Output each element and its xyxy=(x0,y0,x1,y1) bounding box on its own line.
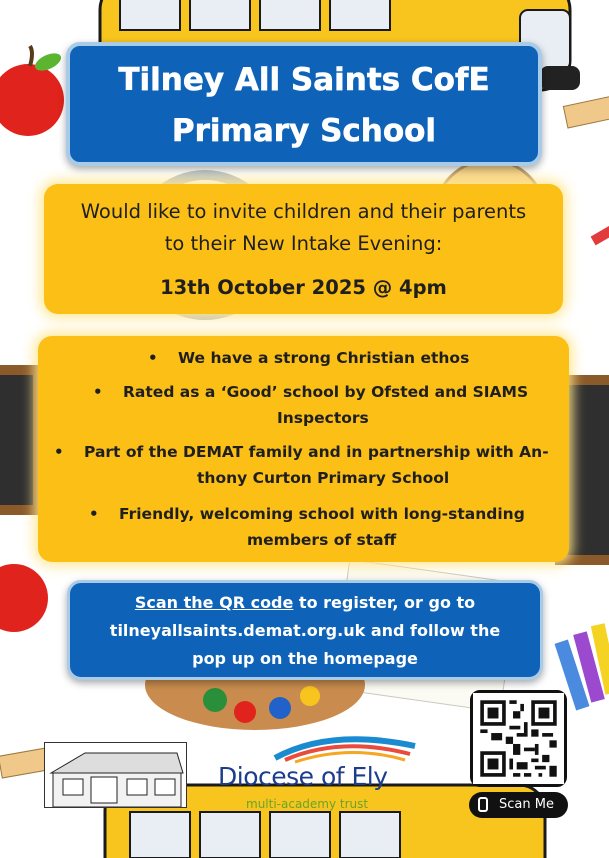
scan-me-label: Scan Me xyxy=(499,797,554,812)
phone-icon xyxy=(478,797,488,812)
scan-me-button[interactable] xyxy=(469,792,568,818)
highlights-panel xyxy=(38,336,569,562)
bullet: • xyxy=(148,349,158,367)
crayon-illustration xyxy=(591,222,609,246)
register-line1-rest: to register, or go to xyxy=(293,593,476,612)
ruler-illustration xyxy=(563,94,609,128)
highlight-ofsted-line2: Inspectors xyxy=(277,409,369,427)
highlight-ofsted-line1: Rated as a ‘Good’ school by Ofsted and SIAMS xyxy=(123,383,529,401)
highlight-staff-line1: Friendly, welcoming school with long-standing xyxy=(119,505,525,523)
invite-panel xyxy=(44,184,563,314)
apple-illustration xyxy=(0,46,64,136)
bullet: • xyxy=(54,443,64,461)
bullet: • xyxy=(93,383,103,401)
bullet: • xyxy=(89,505,99,523)
highlight-ethos: We have a strong Christian ethos xyxy=(178,349,470,367)
invite-line1: Would like to invite children and their parents xyxy=(80,200,527,223)
highlight-demat-line2: thony Curton Primary School xyxy=(197,469,450,487)
register-url-line[interactable]: tilneyallsaints.demat.org.uk and follow the xyxy=(109,621,501,640)
title-banner xyxy=(66,42,542,166)
register-panel xyxy=(67,580,543,680)
highlight-demat-line1: Part of the DEMAT family and in partnership with An- xyxy=(84,443,549,461)
chalkboard-left-illustration xyxy=(0,370,38,510)
school-name-line1: Tilney All Saints CofE xyxy=(118,62,490,98)
diocese-swoosh-logo xyxy=(270,728,420,764)
register-line1 xyxy=(70,589,540,617)
diocese-logo-subtitle: multi-academy trust xyxy=(246,797,369,811)
highlight-staff-line2: members of staff xyxy=(247,531,397,549)
event-date: 13th October 2025 @ 4pm xyxy=(160,276,447,299)
ruler-bottom-illustration xyxy=(0,748,50,778)
diocese-logo-title: Diocese of Ely xyxy=(218,762,388,791)
register-line3: pop up on the homepage xyxy=(192,649,418,668)
qr-code[interactable] xyxy=(470,690,567,787)
apple-bottom-illustration xyxy=(0,564,48,632)
invite-line2: to their New Intake Evening: xyxy=(164,232,443,255)
scan-qr-link-text: Scan the QR code xyxy=(134,593,294,612)
school-building-photo xyxy=(44,742,187,808)
school-name-line2: Primary School xyxy=(171,113,437,149)
